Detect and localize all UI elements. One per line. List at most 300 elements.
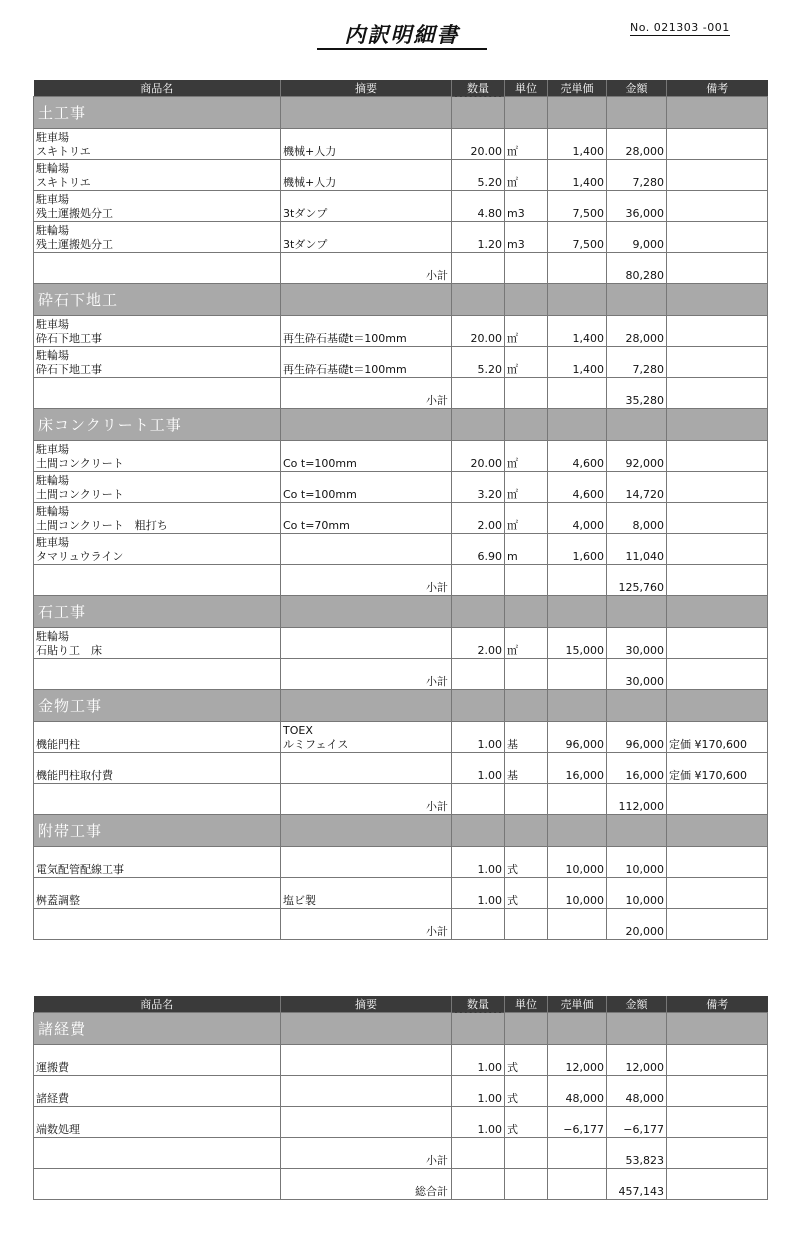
item-amount: 16,000: [607, 753, 667, 784]
item-location: 駐輪場: [36, 505, 69, 518]
item-summary-line2: ルミフェイス: [283, 738, 349, 751]
table-row: [34, 1045, 768, 1076]
item-summary-cell: [281, 441, 452, 472]
subtotal-blank: [667, 565, 768, 596]
subtotal-row: [34, 1138, 768, 1169]
section-cell: [505, 596, 548, 628]
item-unit: m: [505, 534, 548, 565]
col-header-amount: 金額: [607, 996, 667, 1013]
section-cell: [667, 1013, 768, 1045]
item-amount: 96,000: [607, 722, 667, 753]
subtotal-row-amount: 53,823: [607, 1138, 667, 1169]
item-name: 機能門柱: [36, 738, 80, 751]
item-remarks: [667, 1076, 768, 1107]
item-remarks: 定価 ¥170,600: [667, 722, 768, 753]
subtotal-blank: [667, 1138, 768, 1169]
item-summary-cell: [281, 1045, 452, 1076]
item-unit: ㎡: [505, 129, 548, 160]
subtotal-blank: [505, 1169, 548, 1200]
item-summary: 3tダンプ: [283, 207, 328, 220]
item-summary-line1: TOEX: [283, 724, 313, 737]
item-quantity: 1.00: [452, 753, 505, 784]
section-cell: [607, 815, 667, 847]
section-cell: [281, 690, 452, 722]
item-remarks: [667, 847, 768, 878]
item-unit-price: 12,000: [548, 1045, 607, 1076]
item-remarks: [667, 1045, 768, 1076]
section-cell: [452, 409, 505, 441]
item-remarks: [667, 472, 768, 503]
subtotal-row-amount: 112,000: [607, 784, 667, 815]
document-title: 内訳明細書: [317, 22, 487, 50]
item-summary-cell: [281, 160, 452, 191]
item-name-cell: [34, 1107, 281, 1138]
item-location: 駐車場: [36, 193, 69, 206]
section-cell: [452, 284, 505, 316]
item-location: 駐車場: [36, 443, 69, 456]
item-unit-price: 4,600: [548, 472, 607, 503]
table-header-row: [34, 80, 768, 97]
item-quantity: 1.00: [452, 722, 505, 753]
section-header-row: [34, 596, 768, 628]
subtotal-blank: [34, 565, 281, 596]
col-header-product: 商品名: [34, 996, 281, 1013]
item-name: スキトリエ: [36, 145, 91, 158]
subtotal-row: [34, 565, 768, 596]
subtotal-blank: [34, 784, 281, 815]
subtotal-row: [34, 659, 768, 690]
item-amount: 48,000: [607, 1076, 667, 1107]
subtotal-blank: [452, 1138, 505, 1169]
item-remarks: 定価 ¥170,600: [667, 753, 768, 784]
item-name-cell: [34, 878, 281, 909]
table-row: [34, 847, 768, 878]
item-name: 土間コンクリート 粗打ち: [36, 519, 168, 532]
item-unit: ㎡: [505, 441, 548, 472]
item-name-cell: [34, 628, 281, 659]
section-header-row: [34, 690, 768, 722]
item-summary: 機械+人力: [283, 176, 337, 189]
grand-total-row-label: 総合計: [281, 1169, 452, 1200]
section-header-row: [34, 97, 768, 129]
document-number: No. 021303 -001: [630, 21, 730, 34]
item-name-cell: [34, 503, 281, 534]
item-name: スキトリエ: [36, 176, 91, 189]
item-amount: 11,040: [607, 534, 667, 565]
item-name: 砕石下地工事: [36, 363, 102, 376]
section-name: 金物工事: [34, 690, 281, 722]
item-summary: Co t=100mm: [283, 457, 357, 470]
subtotal-blank: [452, 909, 505, 940]
item-summary-cell: [281, 222, 452, 253]
table-row: [34, 222, 768, 253]
table-row: [34, 129, 768, 160]
item-quantity: 5.20: [452, 160, 505, 191]
item-remarks: [667, 129, 768, 160]
table-row: [34, 441, 768, 472]
section-header-row: [34, 409, 768, 441]
section-header-row: [34, 815, 768, 847]
subtotal-blank: [548, 909, 607, 940]
subtotal-row: [34, 909, 768, 940]
subtotal-row-label: 小計: [281, 1138, 452, 1169]
item-remarks: [667, 347, 768, 378]
col-header-summary: 摘要: [281, 80, 452, 97]
section-name: 砕石下地工: [34, 284, 281, 316]
item-summary-cell: [281, 628, 452, 659]
item-summary-cell: [281, 847, 452, 878]
table-row: [34, 503, 768, 534]
item-name: 端数処理: [36, 1123, 80, 1136]
item-quantity: 5.20: [452, 347, 505, 378]
section-name: 床コンクリート工事: [34, 409, 281, 441]
item-remarks: [667, 316, 768, 347]
item-summary: Co t=70mm: [283, 519, 350, 532]
item-summary-cell: [281, 129, 452, 160]
item-name: 石貼り工 床: [36, 644, 102, 657]
col-header-amount: 金額: [607, 80, 667, 97]
subtotal-blank: [667, 1169, 768, 1200]
item-name: 運搬費: [36, 1061, 69, 1074]
item-unit: m3: [505, 222, 548, 253]
item-quantity: 1.00: [452, 1076, 505, 1107]
item-summary-cell: [281, 534, 452, 565]
table-row: [34, 628, 768, 659]
item-amount: 8,000: [607, 503, 667, 534]
section-cell: [452, 690, 505, 722]
item-summary-cell: [281, 1107, 452, 1138]
subtotal-blank: [452, 253, 505, 284]
subtotal-blank: [34, 1138, 281, 1169]
item-amount: 28,000: [607, 316, 667, 347]
item-remarks: [667, 441, 768, 472]
item-name: 土間コンクリート: [36, 457, 124, 470]
table-row: [34, 1107, 768, 1138]
item-summary-cell: [281, 753, 452, 784]
item-unit: ㎡: [505, 347, 548, 378]
item-name-cell: [34, 534, 281, 565]
subtotal-blank: [452, 659, 505, 690]
section-cell: [505, 690, 548, 722]
subtotal-blank: [452, 378, 505, 409]
subtotal-blank: [34, 253, 281, 284]
item-location: 駐車場: [36, 131, 69, 144]
subtotal-blank: [505, 909, 548, 940]
item-amount: 7,280: [607, 347, 667, 378]
subtotal-blank: [548, 565, 607, 596]
item-summary-cell: [281, 878, 452, 909]
subtotal-row-label: 小計: [281, 565, 452, 596]
item-remarks: [667, 191, 768, 222]
col-header-unit: 単位: [505, 80, 548, 97]
item-name-cell: [34, 472, 281, 503]
item-name-cell: [34, 316, 281, 347]
subtotal-blank: [452, 565, 505, 596]
col-header-summary: 摘要: [281, 996, 452, 1013]
subtotal-row-label: 小計: [281, 659, 452, 690]
item-unit: ㎡: [505, 472, 548, 503]
item-unit-price: 1,400: [548, 129, 607, 160]
subtotal-blank: [505, 659, 548, 690]
section-cell: [281, 1013, 452, 1045]
item-unit-price: 96,000: [548, 722, 607, 753]
item-location: 駐車場: [36, 536, 69, 549]
item-quantity: 6.90: [452, 534, 505, 565]
subtotal-blank: [548, 659, 607, 690]
item-name: 桝蓋調整: [36, 894, 80, 907]
subtotal-row-amount: 30,000: [607, 659, 667, 690]
section-cell: [281, 97, 452, 129]
item-amount: −6,177: [607, 1107, 667, 1138]
section-cell: [607, 97, 667, 129]
item-name: 諸経費: [36, 1092, 69, 1105]
item-name-cell: [34, 847, 281, 878]
subtotal-blank: [505, 565, 548, 596]
item-unit-price: 48,000: [548, 1076, 607, 1107]
item-name: 電気配管配線工事: [36, 863, 124, 876]
item-unit: 式: [505, 847, 548, 878]
item-unit-price: 10,000: [548, 847, 607, 878]
table-row: [34, 722, 768, 753]
section-name: 附帯工事: [34, 815, 281, 847]
item-name-cell: [34, 191, 281, 222]
col-header-unit-price: 売単価: [548, 80, 607, 97]
table-header-row: [34, 996, 768, 1013]
item-name: タマリュウライン: [36, 550, 124, 563]
item-summary: 塩ビ製: [283, 894, 316, 907]
item-amount: 92,000: [607, 441, 667, 472]
item-unit-price: 1,400: [548, 160, 607, 191]
col-header-quantity: 数量: [452, 996, 505, 1013]
item-unit-price: 4,600: [548, 441, 607, 472]
grand-total-row-amount: 457,143: [607, 1169, 667, 1200]
item-unit: 式: [505, 1107, 548, 1138]
section-cell: [505, 1013, 548, 1045]
section-cell: [548, 409, 607, 441]
item-name-cell: [34, 753, 281, 784]
item-unit-price: 15,000: [548, 628, 607, 659]
item-name-cell: [34, 347, 281, 378]
subtotal-blank: [548, 784, 607, 815]
grand-total-row: [34, 1169, 768, 1200]
item-amount: 36,000: [607, 191, 667, 222]
col-header-quantity: 数量: [452, 80, 505, 97]
section-cell: [607, 596, 667, 628]
section-cell: [667, 815, 768, 847]
subtotal-row-amount: 80,280: [607, 253, 667, 284]
item-summary-cell: [281, 722, 452, 753]
table-row: [34, 753, 768, 784]
subtotal-blank: [667, 659, 768, 690]
subtotal-row: [34, 253, 768, 284]
section-cell: [667, 284, 768, 316]
item-amount: 30,000: [607, 628, 667, 659]
item-amount: 10,000: [607, 847, 667, 878]
item-amount: 9,000: [607, 222, 667, 253]
subtotal-blank: [548, 1169, 607, 1200]
item-unit: 基: [505, 753, 548, 784]
subtotal-row-label: 小計: [281, 378, 452, 409]
table-row: [34, 534, 768, 565]
section-cell: [548, 97, 607, 129]
item-name-cell: [34, 441, 281, 472]
item-location: 駐車場: [36, 318, 69, 331]
subtotal-row-amount: 20,000: [607, 909, 667, 940]
col-header-remarks: 備考: [667, 996, 768, 1013]
section-cell: [505, 409, 548, 441]
section-cell: [667, 409, 768, 441]
table-row: [34, 160, 768, 191]
table-row: [34, 472, 768, 503]
item-summary: 3tダンプ: [283, 238, 328, 251]
item-unit: ㎡: [505, 316, 548, 347]
item-quantity: 1.00: [452, 1107, 505, 1138]
item-unit-price: 10,000: [548, 878, 607, 909]
section-cell: [548, 1013, 607, 1045]
table-row: [34, 347, 768, 378]
item-name-cell: [34, 160, 281, 191]
subtotal-blank: [34, 378, 281, 409]
subtotal-row-amount: 125,760: [607, 565, 667, 596]
table-row: [34, 878, 768, 909]
section-cell: [452, 1013, 505, 1045]
item-location: 駐輪場: [36, 162, 69, 175]
item-quantity: 3.20: [452, 472, 505, 503]
item-summary-cell: [281, 347, 452, 378]
subtotal-blank: [452, 784, 505, 815]
item-name-cell: [34, 1076, 281, 1107]
item-name: 残土運搬処分工: [36, 238, 113, 251]
item-unit: 式: [505, 1045, 548, 1076]
subtotal-blank: [505, 378, 548, 409]
item-unit-price: 7,500: [548, 222, 607, 253]
item-quantity: 1.20: [452, 222, 505, 253]
section-cell: [667, 690, 768, 722]
section-cell: [548, 690, 607, 722]
item-quantity: 1.00: [452, 1045, 505, 1076]
section-cell: [607, 409, 667, 441]
table-row: [34, 191, 768, 222]
item-amount: 10,000: [607, 878, 667, 909]
item-name: 機能門柱取付費: [36, 769, 113, 782]
item-summary: 機械+人力: [283, 145, 337, 158]
item-remarks: [667, 160, 768, 191]
section-cell: [452, 97, 505, 129]
item-quantity: 1.00: [452, 878, 505, 909]
item-quantity: 2.00: [452, 628, 505, 659]
section-cell: [505, 284, 548, 316]
item-unit: ㎡: [505, 628, 548, 659]
item-name: 砕石下地工事: [36, 332, 102, 345]
item-name: 土間コンクリート: [36, 488, 124, 501]
item-quantity: 1.00: [452, 847, 505, 878]
item-unit-price: −6,177: [548, 1107, 607, 1138]
item-remarks: [667, 503, 768, 534]
subtotal-blank: [548, 378, 607, 409]
subtotal-blank: [34, 909, 281, 940]
subtotal-blank: [505, 253, 548, 284]
item-unit: m3: [505, 191, 548, 222]
item-summary: Co t=100mm: [283, 488, 357, 501]
item-location: 駐輪場: [36, 349, 69, 362]
item-summary: 再生砕石基礎t＝100mm: [283, 363, 407, 376]
section-cell: [607, 284, 667, 316]
subtotal-blank: [505, 1138, 548, 1169]
col-header-unit-price: 売単価: [548, 996, 607, 1013]
section-cell: [281, 596, 452, 628]
section-cell: [281, 284, 452, 316]
item-summary-cell: [281, 472, 452, 503]
item-remarks: [667, 878, 768, 909]
item-remarks: [667, 628, 768, 659]
item-unit-price: 7,500: [548, 191, 607, 222]
detail-table: [33, 80, 768, 940]
section-cell: [505, 815, 548, 847]
subtotal-blank: [667, 378, 768, 409]
item-unit: 基: [505, 722, 548, 753]
item-name-cell: [34, 129, 281, 160]
item-summary-cell: [281, 316, 452, 347]
subtotal-row-label: 小計: [281, 784, 452, 815]
table-row: [34, 316, 768, 347]
subtotal-row: [34, 784, 768, 815]
col-header-remarks: 備考: [667, 80, 768, 97]
item-amount: 7,280: [607, 160, 667, 191]
subtotal-row-label: 小計: [281, 909, 452, 940]
item-amount: 28,000: [607, 129, 667, 160]
item-unit: 式: [505, 1076, 548, 1107]
subtotal-blank: [667, 784, 768, 815]
item-unit: ㎡: [505, 503, 548, 534]
item-unit-price: 4,000: [548, 503, 607, 534]
section-cell: [548, 284, 607, 316]
table-row: [34, 1076, 768, 1107]
section-cell: [281, 409, 452, 441]
item-summary-cell: [281, 191, 452, 222]
section-cell: [452, 815, 505, 847]
subtotal-blank: [548, 253, 607, 284]
subtotal-row: [34, 378, 768, 409]
item-amount: 14,720: [607, 472, 667, 503]
item-remarks: [667, 1107, 768, 1138]
col-header-product: 商品名: [34, 80, 281, 97]
item-unit-price: 16,000: [548, 753, 607, 784]
subtotal-blank: [34, 1169, 281, 1200]
item-name-cell: [34, 222, 281, 253]
section-header-row: [34, 284, 768, 316]
subtotal-row-amount: 35,280: [607, 378, 667, 409]
item-summary-cell: [281, 503, 452, 534]
section-cell: [667, 596, 768, 628]
item-name-cell: [34, 1045, 281, 1076]
item-amount: 12,000: [607, 1045, 667, 1076]
item-unit-price: 1,600: [548, 534, 607, 565]
subtotal-blank: [505, 784, 548, 815]
subtotal-row-label: 小計: [281, 253, 452, 284]
item-unit: 式: [505, 878, 548, 909]
item-quantity: 2.00: [452, 503, 505, 534]
item-unit-price: 1,400: [548, 316, 607, 347]
item-quantity: 20.00: [452, 316, 505, 347]
item-remarks: [667, 534, 768, 565]
section-header-row: [34, 1013, 768, 1045]
item-quantity: 20.00: [452, 441, 505, 472]
subtotal-blank: [452, 1169, 505, 1200]
item-unit-price: 1,400: [548, 347, 607, 378]
subtotal-blank: [548, 1138, 607, 1169]
section-name: 土工事: [34, 97, 281, 129]
item-location: 駐輪場: [36, 474, 69, 487]
